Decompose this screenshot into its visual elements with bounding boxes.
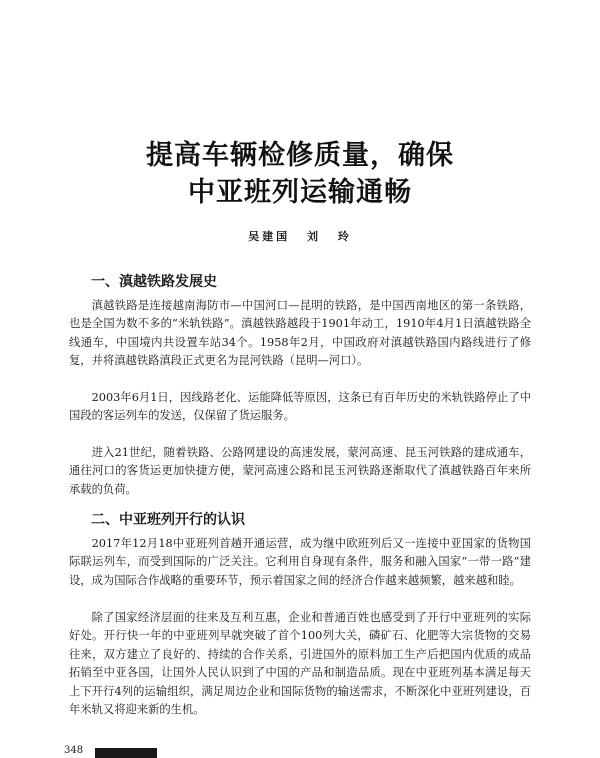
paragraph-1-2: 2003年6月1日，因线路老化、运能降低等原因，这条已有百年历史的米轨铁路停止了中国段的客运列车的发送，仅保留了货运服务。 <box>69 391 531 423</box>
paragraph-1-1: 滇越铁路是连接越南海防市—中国河口—昆明的铁路，是中国西南地区的第一条铁路，也是全国为数不多的“米轨铁路”。滇越铁路越段于1901年动工，1910年4月1日滇越铁路全线通车，中国境内共设置车站34个。1958年2月，中国政府对滇越铁路国内路线进行了修复，并将滇越铁路滇段正式更名为昆河铁路（昆明—河口）。 <box>69 299 531 368</box>
article-title-line-1: 提高车辆检修质量，确保 <box>146 140 454 171</box>
page-number: 348 <box>64 745 84 756</box>
section-heading-1: 一、滇越铁路发展史 <box>91 274 217 290</box>
article-title-line-2: 中亚班列运输通畅 <box>188 177 412 208</box>
section-heading-2: 二、中亚班列开行的认识 <box>91 512 245 528</box>
paragraph-2-1: 2017年12月18中亚班列首趟开通运营，成为继中欧班列后又一连接中亚国家的货物国际联运列车，而受到国际的广泛关注。它利用自身现有条件，服务和融入国家“一带一路”建设，成为国际合作战略的重要环节，预示着国家之间的经济合作越来越频繁，越来越和睦。 <box>69 537 531 587</box>
footer-bar <box>95 748 157 758</box>
author-names: 吴建国 刘 玲 <box>248 230 352 243</box>
paragraph-2-2: 除了国家经济层面的往来及互利互惠，企业和普通百姓也感受到了开行中亚班列的实际好处。开行快一年的中亚班列早就突破了首个100列大关，磷矿石、化肥等大宗货物的交易往来，双方建立了良好的、持续的合作关系，引进国外的原料加工生产后把国内优质的成品拓销至中亚各国，让国外人民认识到了中国的产品和制造品质。现在中亚班列基本满足每天上下开行4列的运输组织，满足周边企业和国际货物的输送需求，不断深化中亚班列建设，百年米轨又将迎来新的生机。 <box>69 611 531 717</box>
paragraph-1-3: 进入21世纪，随着铁路、公路网建设的高速发展，蒙河高速、昆玉河铁路的建成通车，通往河口的客货运更加快捷方便，蒙河高速公路和昆玉河铁路逐渐取代了滇越铁路百年来所承载的负荷。 <box>69 446 531 496</box>
